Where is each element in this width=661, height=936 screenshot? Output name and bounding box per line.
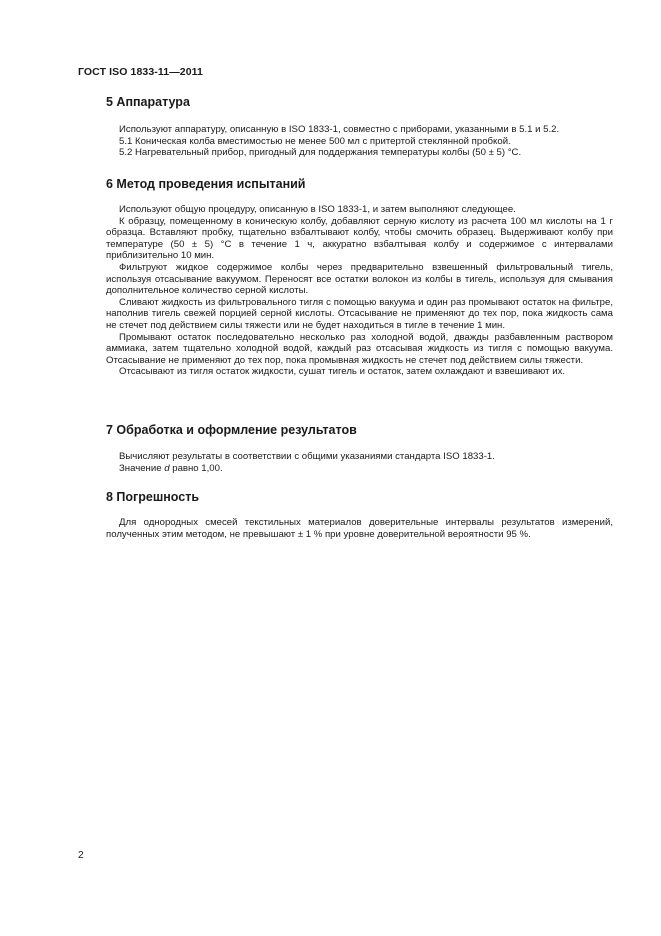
text-fragment: равно 1,00. [169, 462, 223, 474]
section-results-text [106, 451, 613, 474]
paragraph [106, 463, 613, 475]
paragraph: Используют общую процедуру, описанную в ISO 1833-1, и затем выполняют следующее. [119, 204, 516, 215]
paragraph: Используют аппаратуру, описанную в ISO 1833-1, совместно с приборами, указанными в 5.1 и 5.2. [119, 124, 560, 135]
paragraph: Сливают жидкость из фильтровального тигля с помощью вакуума и один раз промывают остаток на фильтре, наполнив тигель свежей порцией серной кислоты. Отсасывание не применяют до тех пор, пока жидкость сама не стечет под действием силы тяжести или не будет находиться в тигле в течение 1 мин. [106, 296, 613, 331]
paragraph: 5.2 Нагревательный прибор, пригодный для поддержания температуры колбы (50 ± 5) °С. [119, 147, 522, 159]
paragraph: 5.1 Коническая колба вместимостью не менее 500 мл с притертой стеклянной пробкой. [119, 135, 511, 147]
section-test-method-text [106, 204, 613, 378]
text-fragment: Значение [119, 462, 165, 474]
paragraph: Отсасывают из тигля остаток жидкости, сушат тигель и остаток, затем охлаждают и взвешивают их. [119, 366, 566, 378]
paragraph: Вычисляют результаты в соответствии с общими указаниями стандарта ISO 1833-1. [119, 451, 495, 462]
variable: d [164, 462, 170, 474]
page-number: 2 [78, 850, 84, 861]
paragraph: Для однородных смесей текстильных материалов доверительные интервалы результатов измерений, полученных этим методом, не превышают ± 1 % при уровне доверительной вероятности 95 %. [106, 517, 613, 540]
section-title-apparatus: 5 Аппаратура [106, 95, 190, 109]
document-header: ГОСТ ISO 1833-11—2011 [78, 66, 203, 78]
paragraph: К образцу, помещенному в коническую колбу, добавляют серную кислоту из расчета 100 мл кислоты на 1 г образца. Вставляют пробку, тщательно взбалтывают колбу, чтобы смочить образец. Выдерживают колбу при температуре (50 ± 5) °С в течение 1 ч, аккуратно взбалтывая колбу и содержимое с интервалами приблизительно 10 мин. [106, 215, 613, 262]
section-uncertainty-text [106, 517, 613, 540]
section-apparatus-text [106, 124, 613, 159]
section-title-results: 7 Обработка и оформление результатов [106, 423, 357, 437]
section-title-test-method: 6 Метод проведения испытаний [106, 177, 306, 191]
paragraph: Фильтруют жидкое содержимое колбы через предварительно взвешенный фильтровальный тигель, используя отсасывание вакуумом. Переносят все остатки волокон из колбы в тигель, используя для смывания дополнительное количество серной кислоты. [106, 261, 613, 297]
section-title-uncertainty: 8 Погрешность [106, 490, 200, 504]
paragraph: Промывают остаток последовательно несколько раз холодной водой, дважды разбавленным раствором аммиака, затем тщательно холодной водой, каждый раз отсасывая жидкость из тигля с помощью вакуума. Отсасывание не применяют до тех пор, пока промывная жидкость не стечет под действием силы тяжести. [106, 331, 613, 366]
